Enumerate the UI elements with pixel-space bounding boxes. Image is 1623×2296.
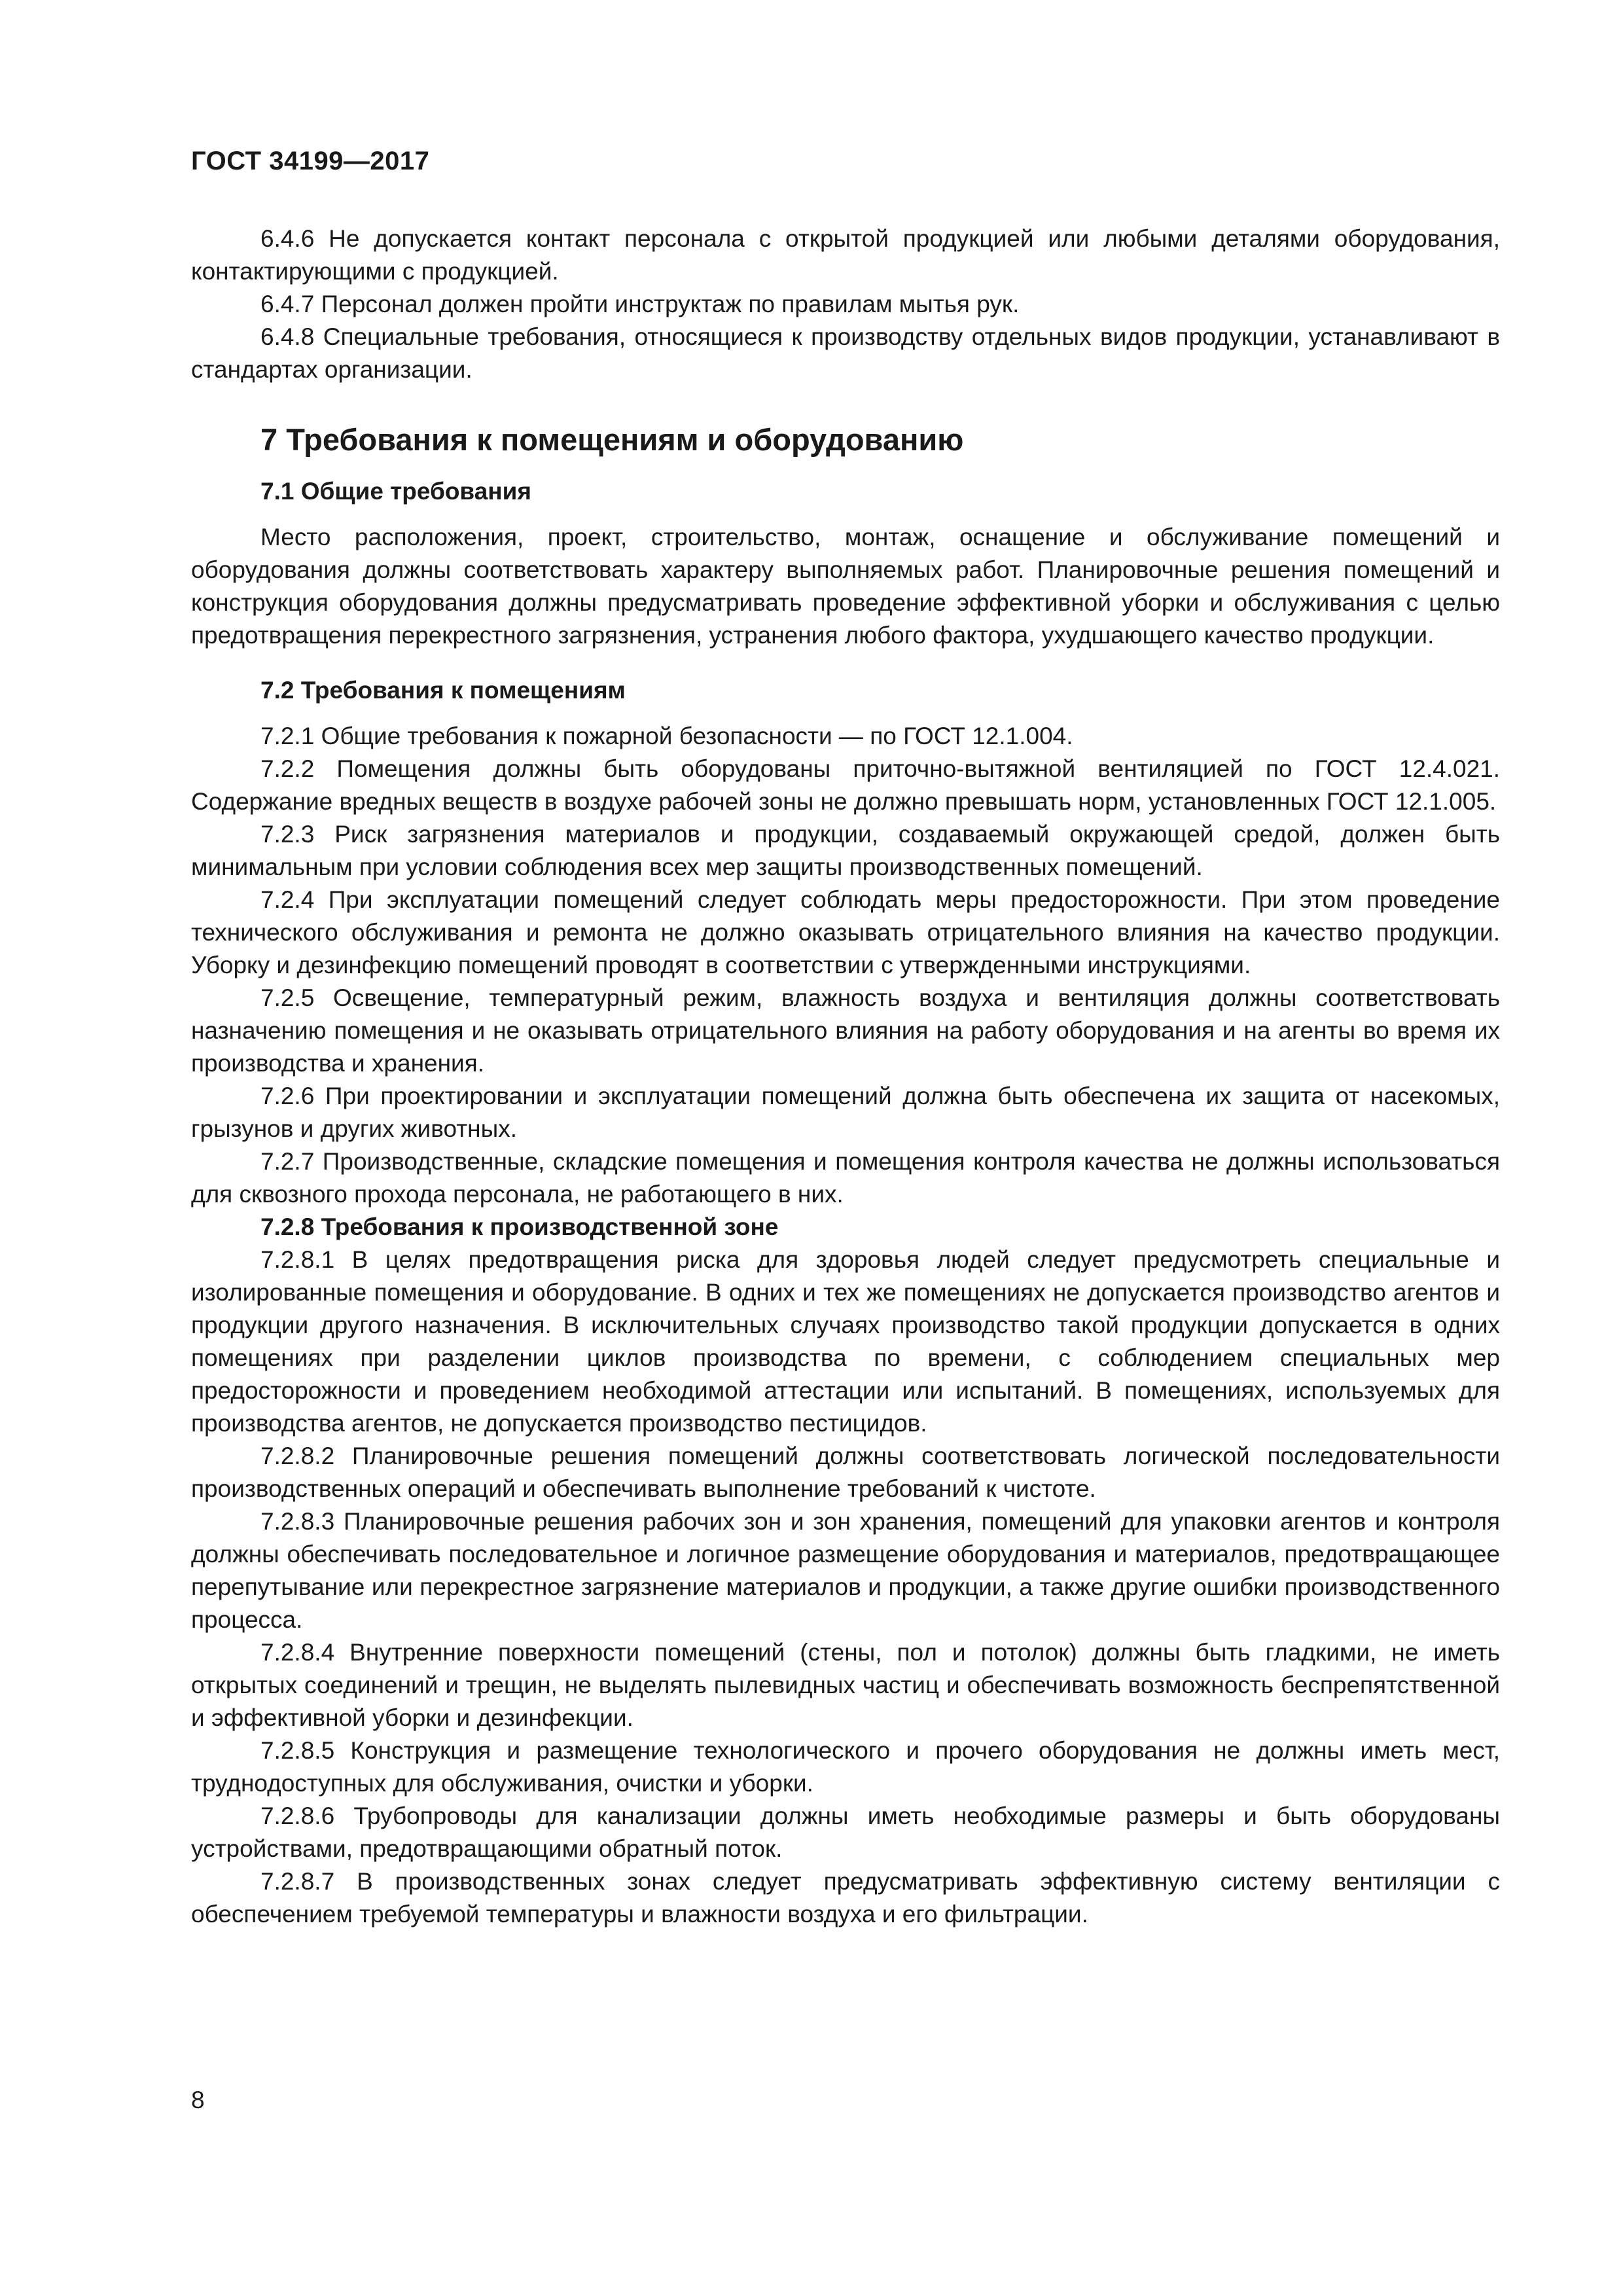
- document-header-id: ГОСТ 34199—2017: [191, 147, 430, 175]
- paragraph-7-2-8-6: 7.2.8.6 Трубопроводы для канализации должны иметь необходимые размеры и быть оборудованы устройствами, предотвращающими обратный поток.: [191, 1803, 1500, 1862]
- document-body: [191, 223, 1500, 1931]
- paragraph-7-2-4: 7.2.4 При эксплуатации помещений следует соблюдать меры предосторожности. При этом проведение технического обслуживания и ремонта не должно оказывать отрицательного влияния на качество продукции. Уборку и дезинфекцию помещений проводят в соответствии с утвержденными инструкциями.: [191, 886, 1500, 978]
- paragraph-7-2-8-5: 7.2.8.5 Конструкция и размещение технологического и прочего оборудования не должны иметь мест, труднодоступных для обслуживания, очистки и уборки.: [191, 1737, 1500, 1797]
- paragraph-7-2-3: 7.2.3 Риск загрязнения материалов и продукции, создаваемый окружающей средой, должен быть минимальным при условии соблюдения всех мер защиты производственных помещений.: [191, 821, 1500, 880]
- paragraph-7-2-8-3: 7.2.8.3 Планировочные решения рабочих зон и зон хранения, помещений для упаковки агентов и контроля должны обеспечивать последовательное и логичное размещение оборудования и материалов, предотвращающее перепутывание или перекрестное загрязнение материалов и продукции, а также другие ошибки производственного процесса.: [191, 1508, 1500, 1633]
- paragraph-7-2-6: 7.2.6 При проектировании и эксплуатации помещений должна быть обеспечена их защита от насекомых, грызунов и других животных.: [191, 1083, 1500, 1142]
- paragraph-7-2-7: 7.2.7 Производственные, складские помещения и помещения контроля качества не должны использоваться для сквозного прохода персонала, не работающего в них.: [191, 1148, 1500, 1208]
- subsection-7-2-8-title: 7.2.8 Требования к производственной зоне: [260, 1213, 779, 1240]
- paragraph-7-2-1: 7.2.1 Общие требования к пожарной безопасности — по ГОСТ 12.1.004.: [260, 723, 1073, 749]
- paragraph-7-1: Место расположения, проект, строительство, монтаж, оснащение и обслуживание помещений и оборудования должны соответствовать характеру выполняемых работ. Планировочные решения помещений и конструкция оборудования должны предусматривать проведение эффективной уборки и обслуживания с целью предотвращения перекрестного загрязнения, устранения любого фактора, ухудшающего качество продукции.: [191, 524, 1500, 649]
- paragraph-7-2-8-2: 7.2.8.2 Планировочные решения помещений должны соответствовать логической последовательности производственных операций и обеспечивать выполнение требований к чистоте.: [191, 1443, 1500, 1502]
- paragraph-7-2-2: 7.2.2 Помещения должны быть оборудованы приточно-вытяжной вентиляцией по ГОСТ 12.4.021. Содержание вредных веществ в воздухе рабочей зоны не должно превышать норм, установленных ГОСТ 12.1.005.: [191, 755, 1500, 815]
- spacer: [191, 652, 1500, 664]
- paragraph-7-2-8-4: 7.2.8.4 Внутренние поверхности помещений (стены, пол и потолок) должны быть гладкими, не иметь открытых соединений и трещин, не выделять пылевидных частиц и обеспечивать возможность беспрепятственной и эффективной уборки и дезинфекции.: [191, 1639, 1500, 1731]
- paragraph-7-2-5: 7.2.5 Освещение, температурный режим, влажность воздуха и вентиляция должны соответствовать назначению помещения и не оказывать отрицательного влияния на работу оборудования и на агенты во время их производства и хранения.: [191, 984, 1500, 1077]
- paragraph-7-2-8-7: 7.2.8.7 В производственных зонах следует предусматривать эффективную систему вентиляции с обеспечением требуемой температуры и влажности воздуха и его фильтрации.: [191, 1868, 1500, 1928]
- paragraph-6-4-8: 6.4.8 Специальные требования, относящиеся к производству отдельных видов продукции, устанавливают в стандартах организации.: [191, 323, 1500, 383]
- page-number: 8: [191, 2087, 205, 2113]
- subsection-7-1-title: 7.1 Общие требования: [260, 478, 531, 505]
- paragraph-6-4-6: 6.4.6 Не допускается контакт персонала с открытой продукцией или любыми деталями оборудования, контактирующими с продукцией.: [191, 225, 1500, 285]
- paragraph-7-2-8-1: 7.2.8.1 В целях предотвращения риска для здоровья людей следует предусмотреть специальные и изолированные помещения и оборудование. В одних и тех же помещениях не допускается производство агентов и продукции другого назначения. В исключительных случаях производство такой продукции допускается в одних помещениях при разделении циклов производства по времени, с соблюдением специальных мер предосторожности и проведением необходимой аттестации или испытаний. В помещениях, используемых для производства агентов, не допускается производство пестицидов.: [191, 1246, 1500, 1437]
- section-7-title: 7 Требования к помещениям и оборудованию: [260, 422, 964, 457]
- subsection-7-2-title: 7.2 Требования к помещениям: [260, 677, 626, 704]
- paragraph-6-4-7: 6.4.7 Персонал должен пройти инструктаж по правилам мытья рук.: [260, 291, 1020, 317]
